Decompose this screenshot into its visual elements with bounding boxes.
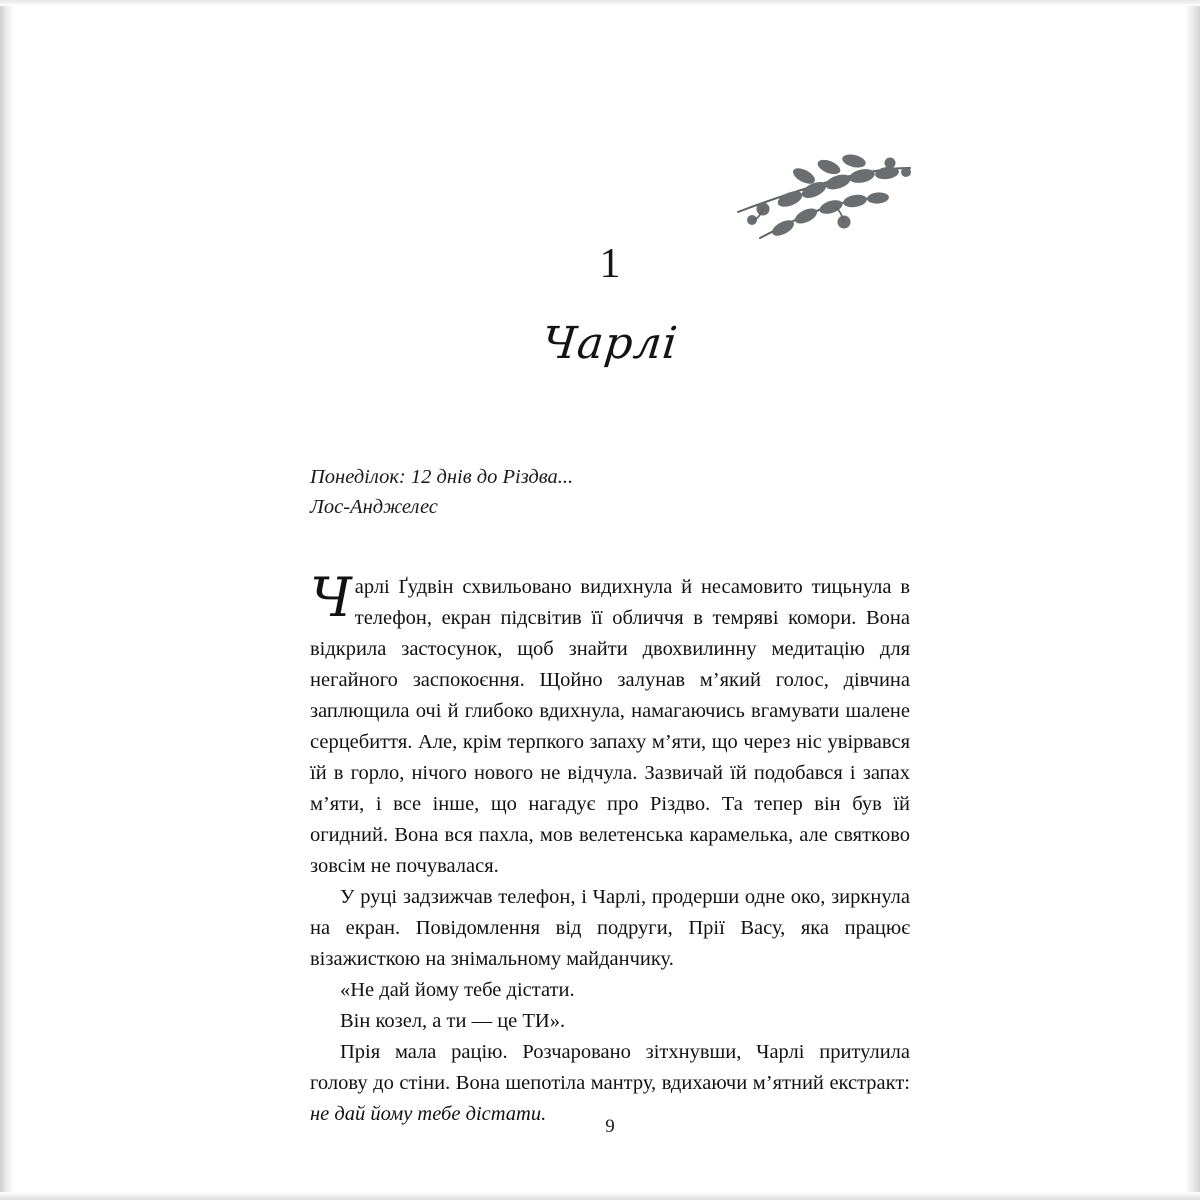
page-right-edge-shadow <box>1184 0 1200 1200</box>
page-content <box>310 0 910 1200</box>
paragraph-1-text: арлі Ґудвін схвильовано видихнула й несамовито тицьнула в телефон, екран підсвітив її обличчя в темряві комори. Вона відкрила застосунок, щоб знайти двохвилинну медитацію для негайного заспокоєння. Щойно залунав м’який голос, дівчина заплющила очі й глибоко вдихнула, намагаючись вгамувати шалене серцебиття. Але, крім терпкого запаху м’яти, що через ніс увірвався їй в горло, нічого нового не відчула. Зазвичай їй подобався і запах м’яти, і все інше, що нагадує про Різдво. Та тепер він був їй огидний. Вона вся пахла, мов велетенська карамелька, але святково зовсім не почувалася. <box>310 576 910 877</box>
dateline-line-2: Лос-Анджелес <box>310 496 438 518</box>
page-number: 9 <box>605 1116 615 1137</box>
paragraph-4: Він козел, а ти — це ТИ». <box>340 1010 566 1032</box>
paragraph-5-text: Прія мала рацію. Розчаровано зітхнувши, Чарлі притулила голову до стіни. Вона шепотіла мантру, вдихаючи м’ятний екстракт: <box>310 1041 910 1094</box>
paragraph-1 <box>310 566 910 882</box>
paragraph-2: У руці задзижчав телефон, і Чарлі, продерши одне око, зиркнула на екран. Повідомлення від подруги, Прії Васу, яка працює візажисткою на знімальному майданчику. <box>310 886 910 970</box>
paragraph-5-mantra: не дай йому тебе дістати. <box>310 1103 547 1125</box>
page-left-edge-shadow <box>0 0 14 1200</box>
drop-cap: Ч <box>310 566 352 629</box>
chapter-title: Чарлі <box>539 318 681 369</box>
paragraph-3: «Не дай йому тебе дістати. <box>340 979 575 1001</box>
dateline <box>310 462 910 522</box>
body-text <box>310 566 910 1130</box>
chapter-number: 1 <box>599 241 621 287</box>
dateline-line-1: Понеділок: 12 днів до Різдва... <box>310 466 574 488</box>
